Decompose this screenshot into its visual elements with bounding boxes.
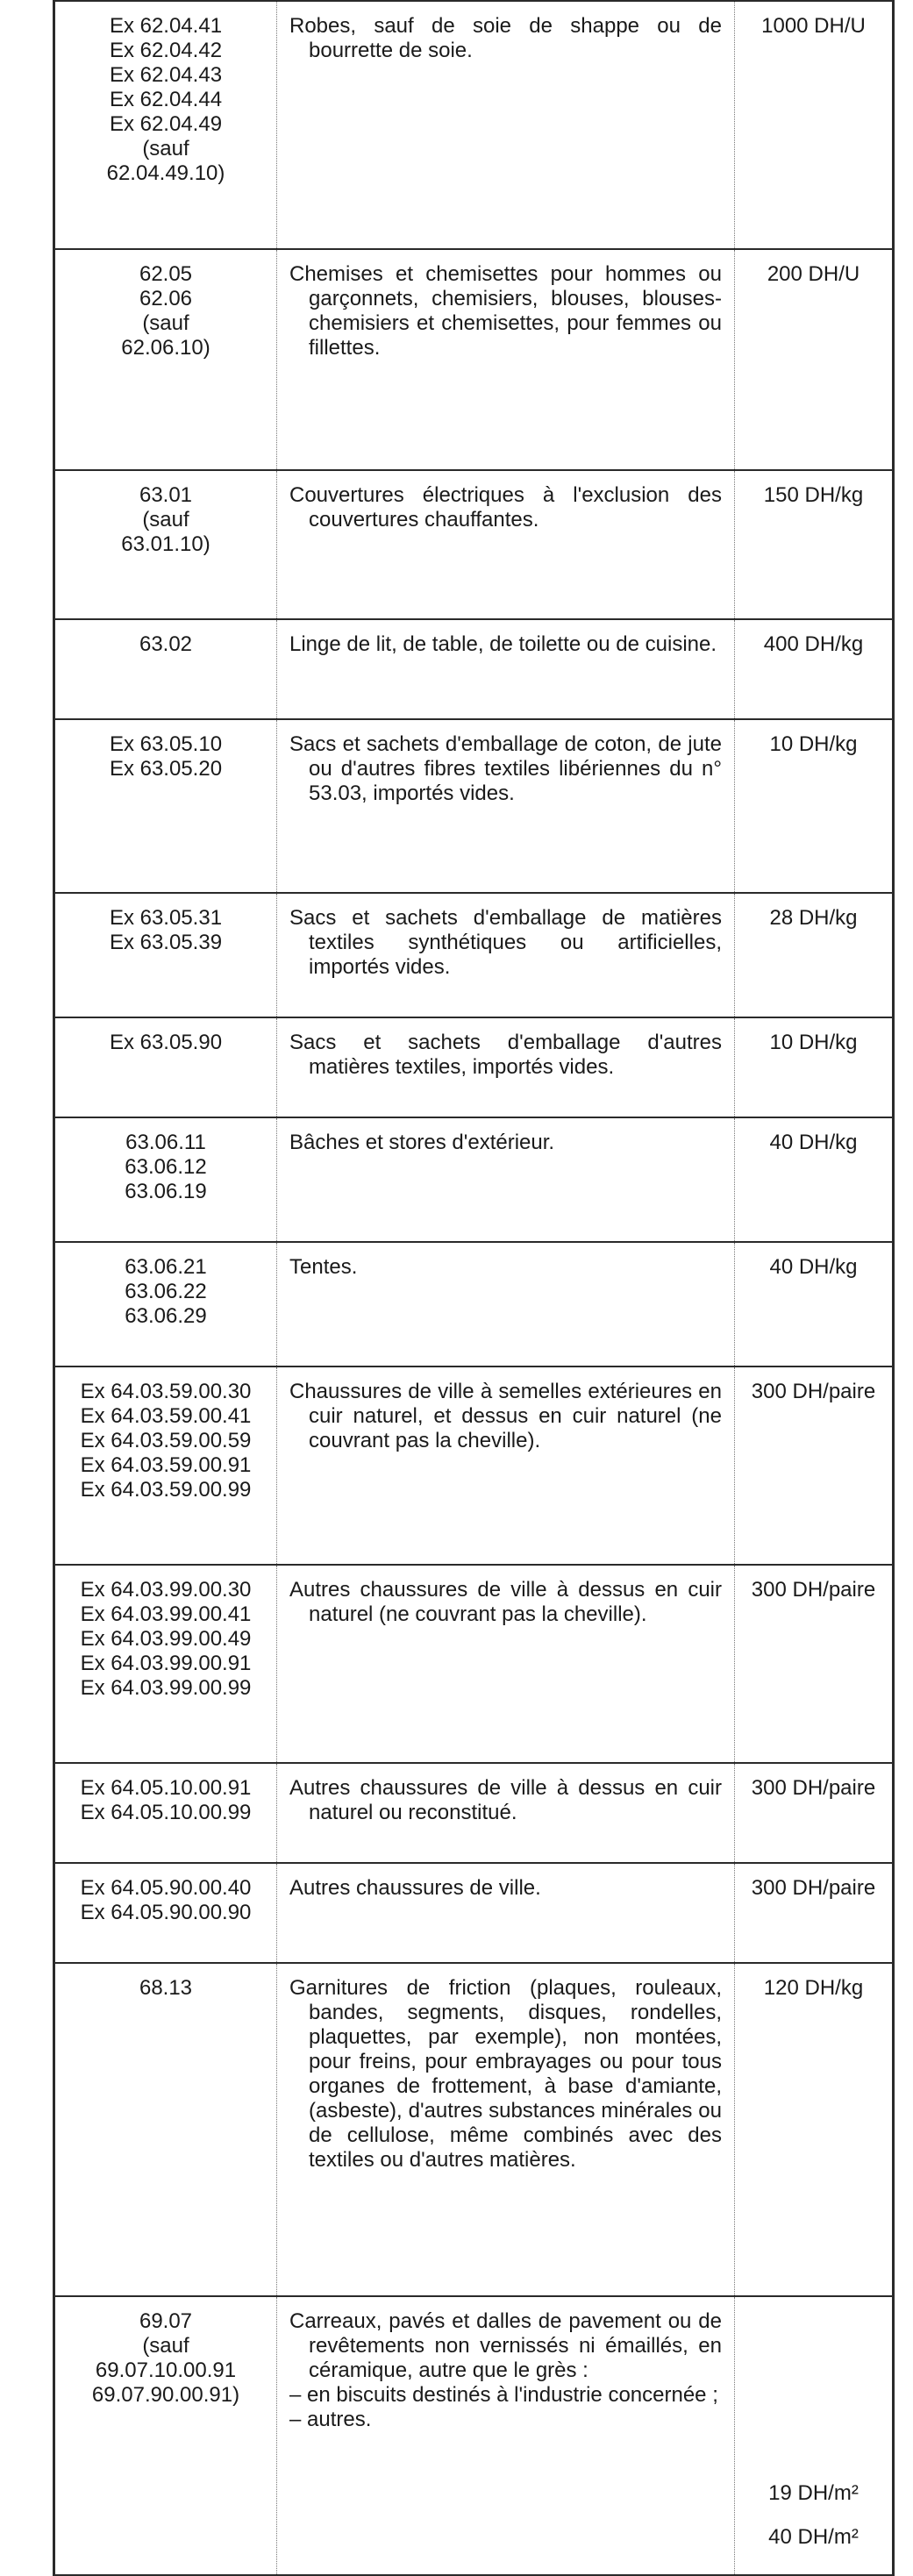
rate-cell: 40 DH/kg	[735, 1242, 894, 1366]
tariff-code-line: 63.01.10)	[121, 532, 210, 556]
tariff-code-cell	[54, 1763, 277, 1863]
tariff-code-line: Ex 64.05.90.00.90	[80, 1901, 252, 1924]
tariff-code-line: (sauf	[142, 311, 189, 335]
description-text: Sacs et sachets d'emballage de matières textiles synthétiques ou artificielles, importés vides.	[289, 906, 722, 979]
rate-cell: 40 DH/kg	[735, 1117, 894, 1242]
tariff-code-line: 63.06.22	[125, 1280, 207, 1303]
description-cell	[277, 1963, 735, 2296]
tariff-code-line: Ex 64.03.59.00.99	[80, 1478, 252, 1502]
tariff-code-line: Ex 64.03.59.00.30	[80, 1380, 252, 1403]
description-text: Chemises et chemisettes pour hommes ou garçonnets, chemisiers, blouses, blouses-chemisiers et chemisettes, pour femmes ou fillettes.	[289, 262, 722, 360]
description-text: Carreaux, pavés et dalles de pavement ou de revêtements non vernissés ni émaillés, en céramique, autre que le grès :	[289, 2309, 722, 2382]
table-row	[54, 1763, 894, 1863]
tariff-code-line: Ex 64.05.90.00.40	[80, 1876, 252, 1900]
tariff-code-cell	[54, 2296, 277, 2575]
tariff-code-line: 62.06	[139, 287, 193, 310]
description-text: Linge de lit, de table, de toilette ou de cuisine.	[289, 632, 717, 656]
tariff-code-line: Ex 62.04.41	[109, 14, 223, 38]
description-cell	[277, 619, 735, 719]
tariff-code-line: 63.06.11	[125, 1131, 206, 1154]
description-cell	[277, 470, 735, 619]
tariff-code-line: 69.07	[139, 2309, 193, 2333]
description-text: Chaussures de ville à semelles extérieures en cuir naturel, et dessus en cuir naturel (ne couvrant pas la cheville).	[289, 1380, 722, 1452]
table-row	[54, 1017, 894, 1117]
rate-cell: 120 DH/kg	[735, 1963, 894, 2296]
table-row	[54, 893, 894, 1017]
rate-cell: 150 DH/kg	[735, 470, 894, 619]
tariff-code-line: 63.06.29	[125, 1304, 207, 1328]
rate-cell: 300 DH/paire	[735, 1763, 894, 1863]
description-text: Autres chaussures de ville à dessus en cuir naturel ou reconstitué.	[289, 1776, 722, 1824]
description-cell	[277, 1242, 735, 1366]
tariff-code-line: 63.06.12	[125, 1155, 207, 1179]
description-text: Couvertures électriques à l'exclusion des couvertures chauffantes.	[289, 483, 722, 532]
tariff-code-line: Ex 63.05.39	[109, 931, 223, 954]
tariff-code-cell	[54, 1017, 277, 1117]
description-cell	[277, 1, 735, 249]
sub-item-label: – autres.	[289, 2408, 372, 2431]
tariff-code-line: Ex 62.04.49	[109, 112, 223, 136]
tariff-code-line: Ex 63.05.20	[109, 757, 223, 781]
tariff-code-line: Ex 64.03.99.00.99	[80, 1676, 252, 1700]
tariff-code-line: Ex 62.04.42	[109, 39, 223, 62]
description-text: Tentes.	[289, 1255, 358, 1279]
table-row	[54, 1117, 894, 1242]
description-cell	[277, 1117, 735, 1242]
table-row	[54, 1963, 894, 2296]
tariff-code-line: Ex 64.05.10.00.91	[80, 1776, 252, 1800]
description-text: Bâches et stores d'extérieur.	[289, 1131, 555, 1154]
tariff-code-line: Ex 64.03.99.00.91	[80, 1652, 252, 1675]
tariff-code-line: Ex 64.03.59.00.91	[80, 1453, 252, 1477]
tariff-code-cell	[54, 719, 277, 893]
rate-cell: 10 DH/kg	[735, 1017, 894, 1117]
rate-cell: 300 DH/paire	[735, 1366, 894, 1565]
tariff-code-line: 63.06.19	[125, 1180, 207, 1203]
rate-cell: 10 DH/kg	[735, 719, 894, 893]
table-row	[54, 249, 894, 470]
tariff-code-cell	[54, 470, 277, 619]
description-text: Garnitures de friction (plaques, rouleaux, bandes, segments, disques, rondelles, plaquettes, par exemple), non montées, pour freins, pour embrayages ou pour tous organes de frottement, à base d'amiante, (asbeste), d'autres substances minérales ou de cellulose, même combinés avec des textiles ou d'autres matières.	[289, 1976, 722, 2172]
tariff-code-line: 69.07.10.00.91	[95, 2358, 237, 2382]
tariff-code-line: 62.05	[139, 262, 193, 286]
description-cell	[277, 719, 735, 893]
tariff-code-cell	[54, 1963, 277, 2296]
tariff-code-line: Ex 64.03.59.00.41	[80, 1404, 252, 1428]
tariff-code-cell	[54, 619, 277, 719]
tariff-code-cell	[54, 1366, 277, 1565]
sub-item-rate: 19 DH/m²	[768, 2481, 859, 2505]
tariff-code-line: (sauf	[142, 508, 189, 532]
table-row	[54, 719, 894, 893]
tariff-table-body	[54, 1, 894, 2575]
table-row	[54, 1863, 894, 1963]
tariff-code-cell	[54, 893, 277, 1017]
description-text: Autres chaussures de ville à dessus en cuir naturel (ne couvrant pas la cheville).	[289, 1578, 722, 1626]
tariff-code-line: 62.04.49.10)	[106, 161, 225, 185]
description-cell	[277, 1763, 735, 1863]
sub-item-rate: 40 DH/m²	[768, 2525, 859, 2549]
tariff-code-line: 63.02	[139, 632, 193, 656]
table-row	[54, 619, 894, 719]
tariff-code-line: 63.06.21	[125, 1255, 207, 1279]
rate-cell: 300 DH/paire	[735, 1863, 894, 1963]
tariff-code-line: Ex 64.03.99.00.41	[80, 1602, 252, 1626]
table-row	[54, 1242, 894, 1366]
description-cell	[277, 249, 735, 470]
tariff-code-cell	[54, 1565, 277, 1763]
table-row	[54, 1366, 894, 1565]
tariff-code-line: Ex 63.05.10	[109, 732, 223, 756]
rate-cell: 400 DH/kg	[735, 619, 894, 719]
tariff-code-line: (sauf	[142, 137, 189, 161]
tariff-table	[53, 0, 895, 2576]
table-row-carreaux	[54, 2296, 894, 2575]
tariff-code-line: Ex 63.05.90	[109, 1031, 223, 1054]
description-text: Sacs et sachets d'emballage de coton, de jute ou d'autres fibres textiles libériennes du n° 53.03, importés vides.	[289, 732, 722, 805]
table-row	[54, 470, 894, 619]
description-text: Sacs et sachets d'emballage d'autres matières textiles, importés vides.	[289, 1031, 722, 1079]
description-cell	[277, 1863, 735, 1963]
rate-cell: 300 DH/paire	[735, 1565, 894, 1763]
tariff-code-line: Ex 64.03.59.00.59	[80, 1429, 252, 1452]
tariff-code-line: Ex 64.03.99.00.30	[80, 1578, 252, 1602]
rate-cell: 28 DH/kg	[735, 893, 894, 1017]
tariff-code-line: 68.13	[139, 1976, 193, 2000]
description-cell	[277, 1565, 735, 1763]
tariff-code-line: Ex 63.05.31	[109, 906, 223, 930]
rate-cell: 200 DH/U	[735, 249, 894, 470]
tariff-code-line: Ex 62.04.44	[109, 88, 223, 111]
tariff-code-cell	[54, 249, 277, 470]
sub-item-label: – en biscuits destinés à l'industrie concernée ;	[289, 2383, 718, 2407]
tariff-code-cell	[54, 1117, 277, 1242]
tariff-code-line: 69.07.90.00.91)	[91, 2383, 240, 2407]
description-text: Robes, sauf de soie de shappe ou de bourrette de soie.	[289, 14, 722, 62]
description-text: Autres chaussures de ville.	[289, 1876, 541, 1900]
tariff-code-cell	[54, 1863, 277, 1963]
tariff-code-cell	[54, 1, 277, 249]
tariff-code-line: Ex 64.05.10.00.99	[80, 1801, 252, 1824]
table-row	[54, 1, 894, 249]
description-cell	[277, 1017, 735, 1117]
tariff-code-line: 63.01	[139, 483, 193, 507]
table-row	[54, 1565, 894, 1763]
tariff-code-line: Ex 64.03.99.00.49	[80, 1627, 252, 1651]
description-cell	[277, 893, 735, 1017]
description-cell	[277, 1366, 735, 1565]
tariff-code-line: 62.06.10)	[121, 336, 210, 360]
rate-cell: 1000 DH/U	[735, 1, 894, 249]
tariff-code-line: Ex 62.04.43	[109, 63, 223, 87]
tariff-code-line: (sauf	[142, 2334, 189, 2358]
tariff-code-cell	[54, 1242, 277, 1366]
description-cell	[277, 2296, 735, 2575]
rate-cell	[735, 2296, 894, 2575]
